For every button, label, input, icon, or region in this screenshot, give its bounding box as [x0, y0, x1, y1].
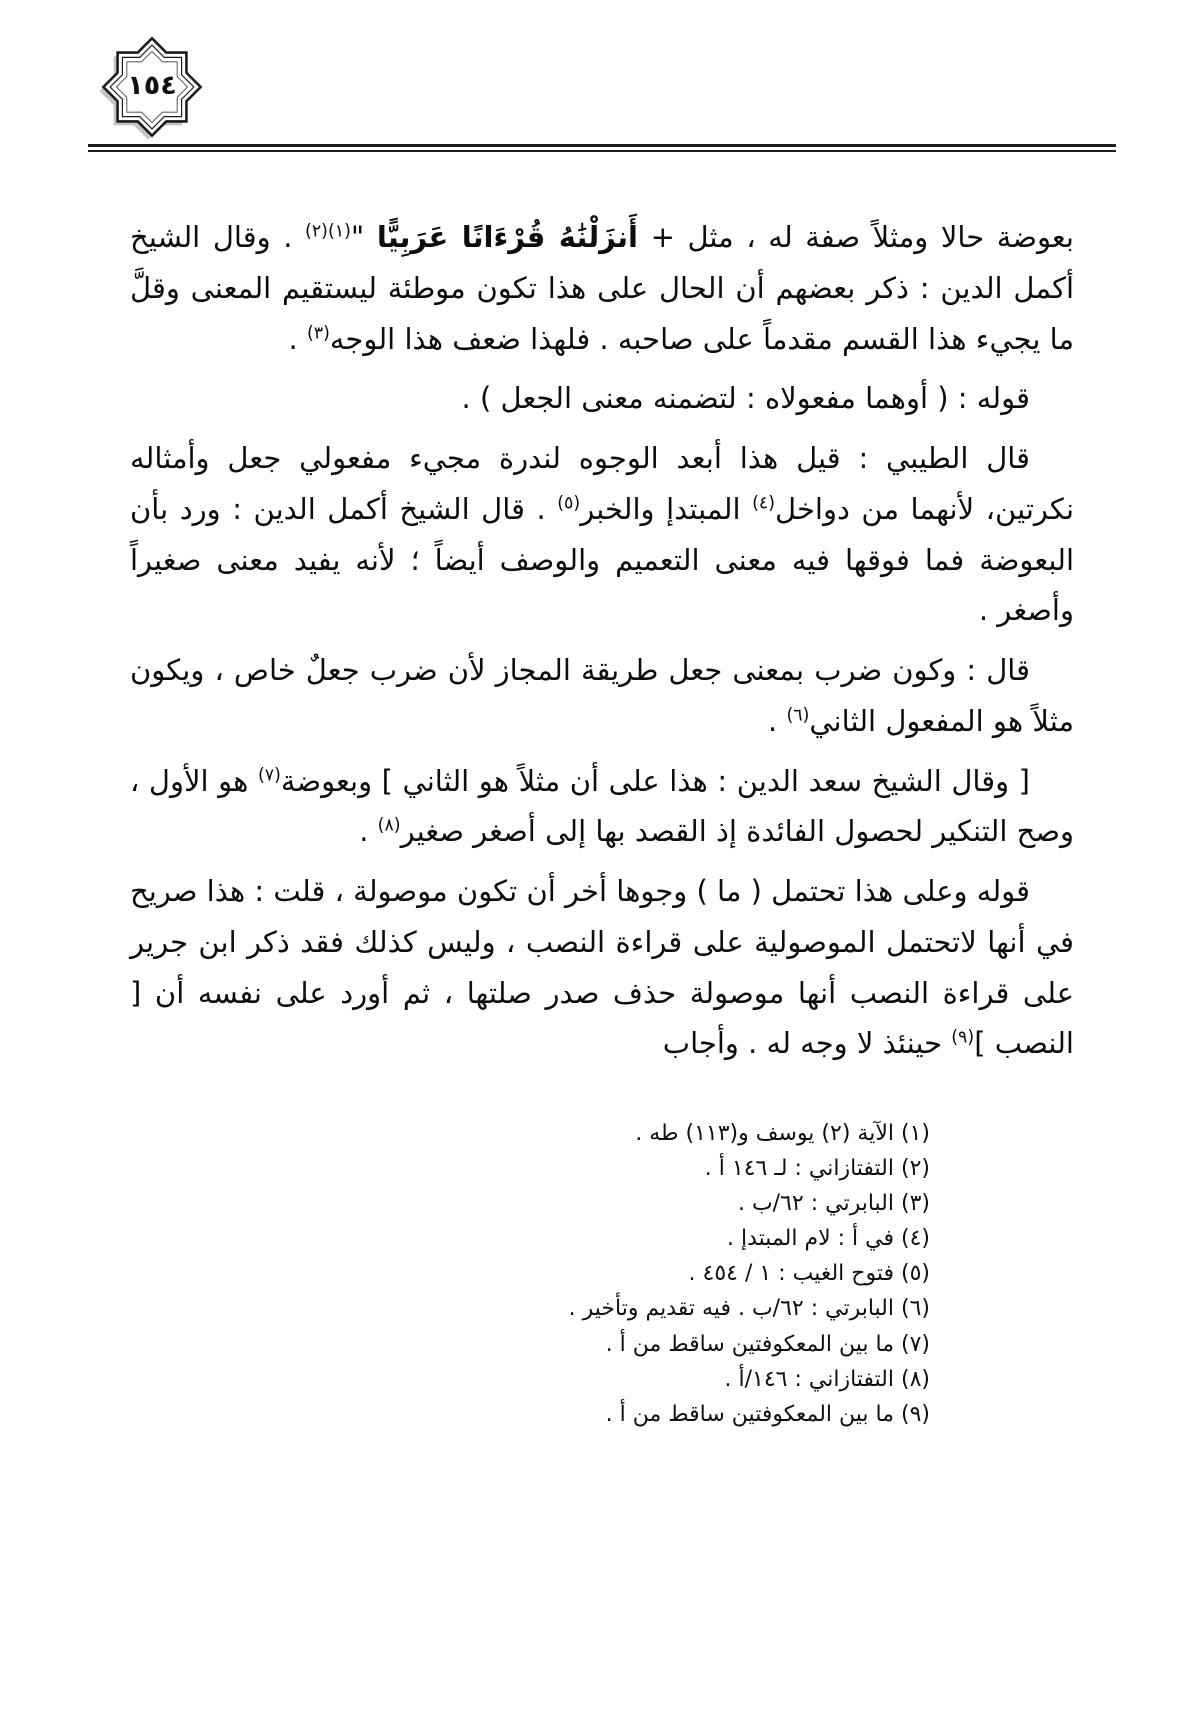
footnote-ref: (٥): [557, 493, 581, 514]
body-text: [0, 160, 1204, 1069]
header-rule-thick-line: [88, 144, 1116, 147]
header-rule: [88, 144, 1116, 152]
header-rule-thin-line: [88, 150, 1116, 152]
text-run: ": [350, 220, 377, 254]
text-run: قال : وكون ضرب بمعنى جعل طريقة المجاز لأن ضرب جعلٌ خاص ، ويكون مثلاً هو المفعول الثاني: [130, 653, 1074, 738]
page-header: [0, 0, 1204, 160]
footnote-item: (٧) ما بين المعكوفتين ساقط من أ .: [605, 1331, 930, 1357]
footnote-ref: (٧): [257, 764, 281, 785]
footnote-ref: (٤): [752, 493, 776, 514]
footnote-item: (٢) التفتازاني : لـ ١٤٦ أ .: [704, 1156, 930, 1182]
text-run: قال الطيبي : قيل هذا أبعد الوجوه لندرة مجيء مفعولي جعل وأمثاله نكرتين، لأنهما من دواخل: [130, 441, 1075, 526]
text-run: .: [768, 703, 787, 738]
footnote-item: (٦) البابرتي : ٦٢/ب . فيه تقديم وتأخير .: [568, 1296, 930, 1322]
paragraph: [130, 756, 1074, 858]
footnote-ref: (٩): [951, 1027, 975, 1048]
text-run: . وقال الشيخ أكمل الدين : ذكر بعضهم أن الحال على هذا تكون موطئة ليستقيم المعنى وقلَّ ما يجيء هذا القسم مقدماً على صاحبه . فلهذا ضعف هذا الوجه: [130, 220, 1074, 356]
text-run: . قال الشيخ أكمل الدين : ورد بأن البعوضة فما فوقها فيه معنى التعميم والوصف أيضاً ؛ لأنه يفيد معنى صغيراً وأصغر .: [130, 491, 1074, 628]
text-run: حينئذ لا وجه له . وأجاب: [662, 1026, 952, 1061]
text-run: .: [288, 321, 307, 356]
text-run: المبتدإ والخبر: [580, 491, 753, 526]
footnote-item: (٣) البابرتي : ٦٢/ب .: [737, 1191, 930, 1217]
paragraph: [130, 373, 1074, 424]
quran-quote: أَنزَلْنَٰهُ قُرْءَانًا عَرَبِيًّا: [376, 220, 638, 254]
paragraph: [130, 433, 1074, 636]
footnote-item: (٩) ما بين المعكوفتين ساقط من أ .: [605, 1401, 930, 1427]
paragraph: [130, 645, 1074, 747]
text-run: هو الأول ، وصح التنكير لحصول الفائدة إذ القصد بها إلى أصغر صغير: [130, 763, 1074, 849]
footnotes: [0, 1117, 1204, 1432]
text-run: [ وقال الشيخ سعد الدين : هذا على أن مثلاً هو الثاني ] وبعوضة: [280, 763, 1030, 798]
paragraph: [130, 212, 1074, 364]
text-run: قوله وعلى هذا تحتمل ( ما ) وجوها أخر أن تكون موصولة ، قلت : هذا صريح في أنها لاتحتمل الموصولية على قراءة النصب ، وليس كذلك فقد ذكر ابن جرير على قراءة النصب أنها موصولة حذف صدر صلتها ، ثم أورد على نفسه أن [ النصب ]: [130, 874, 1074, 1061]
footnote-ref: (٣): [306, 322, 330, 343]
page-number: ١٥٤: [127, 69, 177, 101]
footnote-ref: (١)(٢): [305, 221, 351, 242]
footnote-item: (٤) في أ : لام المبتدإ .: [727, 1226, 930, 1252]
text-run: قوله : ( أوهما مفعولاه : لتضمنه معنى الجعل ) .: [461, 381, 1030, 416]
footnote-item: (٨) التفتازاني : ١٤٦/أ .: [724, 1366, 930, 1392]
footnote-ref: (٨): [377, 815, 401, 836]
paragraph: [130, 866, 1074, 1069]
text-run: بعوضة حالا ومثلاً صفة له ، مثل +: [637, 220, 1074, 254]
footnote-ref: (٦): [786, 705, 810, 726]
page-number-ornament: [88, 28, 216, 146]
footnote-item: (١) الآية (٢) يوسف و(١١٣) طه .: [635, 1121, 930, 1146]
footnote-item: (٥) فتوح الغيب : ١ / ٤٥٤ .: [688, 1261, 930, 1287]
text-run: .: [359, 814, 378, 849]
